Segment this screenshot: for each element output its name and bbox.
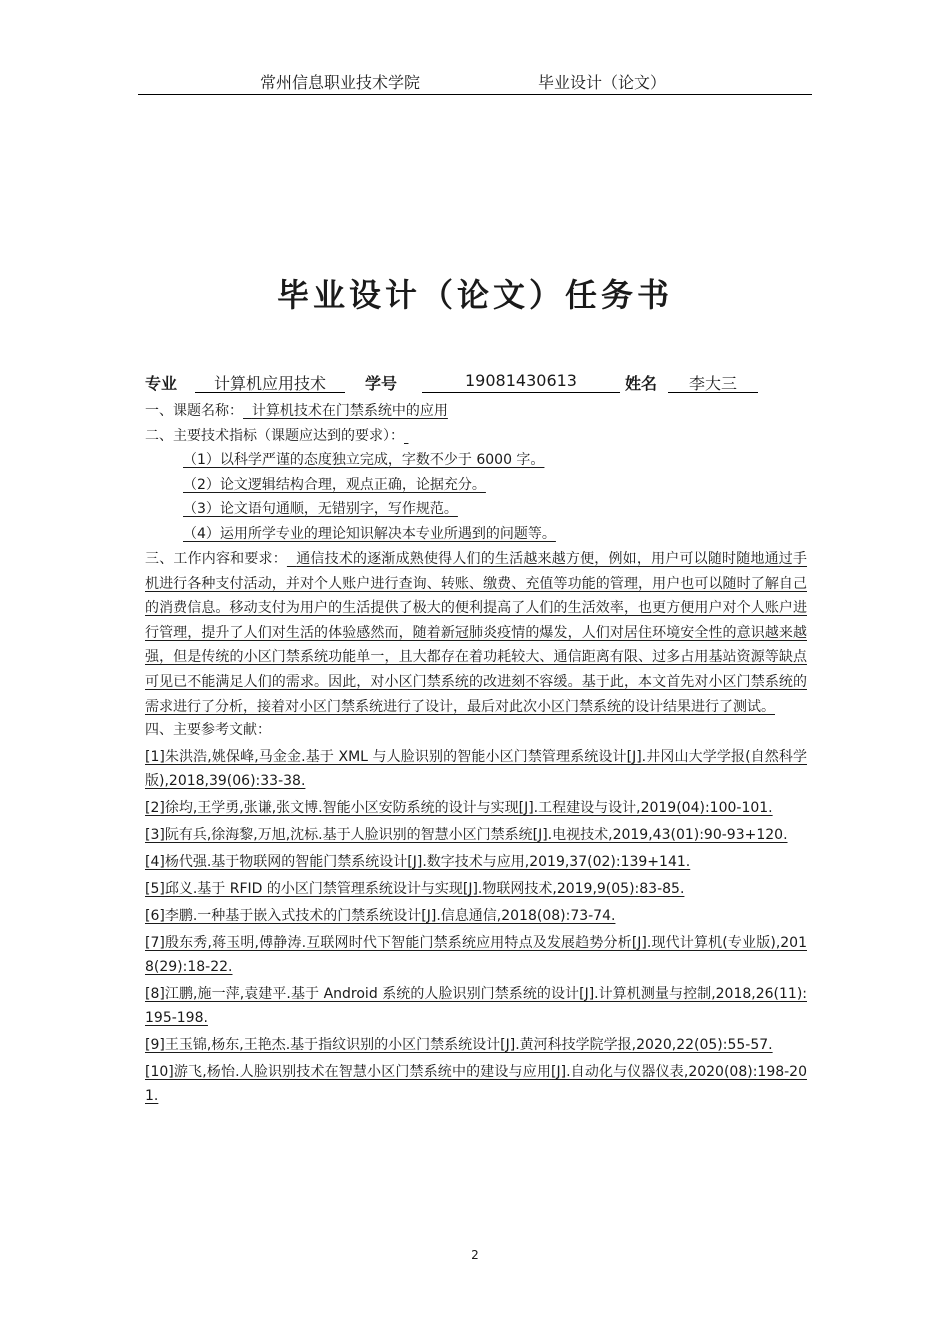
header-doc-type: 毕业设计（论文） [538,73,667,92]
student-id-value: 19081430613 [422,371,620,393]
work-label: 三、工作内容和要求： [145,551,287,567]
student-id-label: 学号 [365,374,398,393]
work-text: 通信技术的逐渐成熟使得人们的生活越来越方便，例如，用户可以随时随地通过手机进行各种支付活动，并对个人账户进行查询、转账、缴费、充值等功能的管理，用户也可以随时了解自己的消费信息。移动支付为用户的生活提供了极大的便利提高了人们的生活效率，也更方便用户对个人账户进行管理，提升了人们对生活的体验感然而，随着新冠肺炎疫情的爆发，人们对居住环境安全性的意识越来越强，但是传统的小区门禁系统功能单一，且大都存在着功耗较大、通信距离有限、过多占用基站资源等缺点可见已不能满足人们的需求。因此，对小区门禁系统的改进刻不容缓。基于此，本文首先对小区门禁系统的需求进行了分析，接着对小区门禁系统进行了设计，最后对此次小区门禁系统的设计结果进行了测试。 [145,551,808,715]
page-header [138,70,812,95]
reference-item: [6]李鹏.一种基于嵌入式技术的门禁系统设计[J].信息通信,2018(08):73-74. [145,907,616,924]
reference-item: [7]殷东秀,蒋玉明,傅静涛.互联网时代下智能门禁系统应用特点及发展趋势分析[J].现代计算机(专业版),2018(29):18-22. [145,934,807,975]
work-section [145,547,807,719]
indicator-item: （3）论文语句通顺，无错别字，写作规范。 [183,501,458,517]
topic-row [145,400,807,425]
indicators-label: 二、主要技术指标（课题应达到的要求）： [145,427,404,444]
page-title: 毕业设计（论文）任务书 [276,276,673,314]
name-value: 李大三 [668,371,758,393]
references-list [145,745,807,1108]
major-label: 专业 [145,374,178,393]
references-heading: 四、主要参考文献： [145,722,271,739]
header-school: 常州信息职业技术学院 [260,73,421,92]
topic-value: 计算机技术在门禁系统中的应用 [251,403,448,419]
reference-item: [10]游飞,杨怡.人脸识别技术在智慧小区门禁系统中的建设与应用[J].自动化与仪器仪表,2020(08):198-201. [145,1063,807,1104]
reference-item: [3]阮有兵,徐海黎,万旭,沈标.基于人脸识别的智慧小区门禁系统[J].电视技术,2019,43(01):90-93+120. [145,826,788,843]
major-value: 计算机应用技术 [195,371,345,393]
page-number: 2 [471,1248,479,1262]
student-info-row [145,371,815,395]
document-body [145,400,807,1111]
reference-item: [1]朱洪浩,姚保峰,马金金.基于 XML 与人脸识别的智能小区门禁管理系统设计[J].井冈山大学学报(自然科学版),2018,39(06):33-38. [145,748,807,789]
reference-item: [9]王玉锦,杨东,王艳杰.基于指纹识别的小区门禁系统设计[J].黄河科技学院学报,2020,22(05):55-57. [145,1036,773,1053]
topic-label: 一、课题名称： [145,403,243,419]
indicator-item: （2）论文逻辑结构合理，观点正确，论据充分。 [183,476,486,493]
indicators-heading [145,425,807,450]
name-label: 姓名 [625,374,658,393]
reference-item: [8]江鹏,施一萍,袁建平.基于 Android 系统的人脸识别门禁系统的设计[J].计算机测量与控制,2018,26(11):195-198. [145,985,807,1026]
reference-item: [4]杨代强.基于物联网的智能门禁系统设计[J].数字技术与应用,2019,37(02):139+141. [145,853,691,870]
indicator-item: （1）以科学严谨的态度独立完成，字数不少于 6000 字。 [183,452,545,468]
reference-item: [5]邱义.基于 RFID 的小区门禁管理系统设计与实现[J].物联网技术,2019,9(05):83-85. [145,880,685,897]
reference-item: [2]徐均,王学勇,张谦,张文博.智能小区安防系统的设计与实现[J].工程建设与设计,2019(04):100-101. [145,799,773,816]
indicator-item: （4）运用所学专业的理论知识解决本专业所遇到的问题等。 [183,525,556,542]
